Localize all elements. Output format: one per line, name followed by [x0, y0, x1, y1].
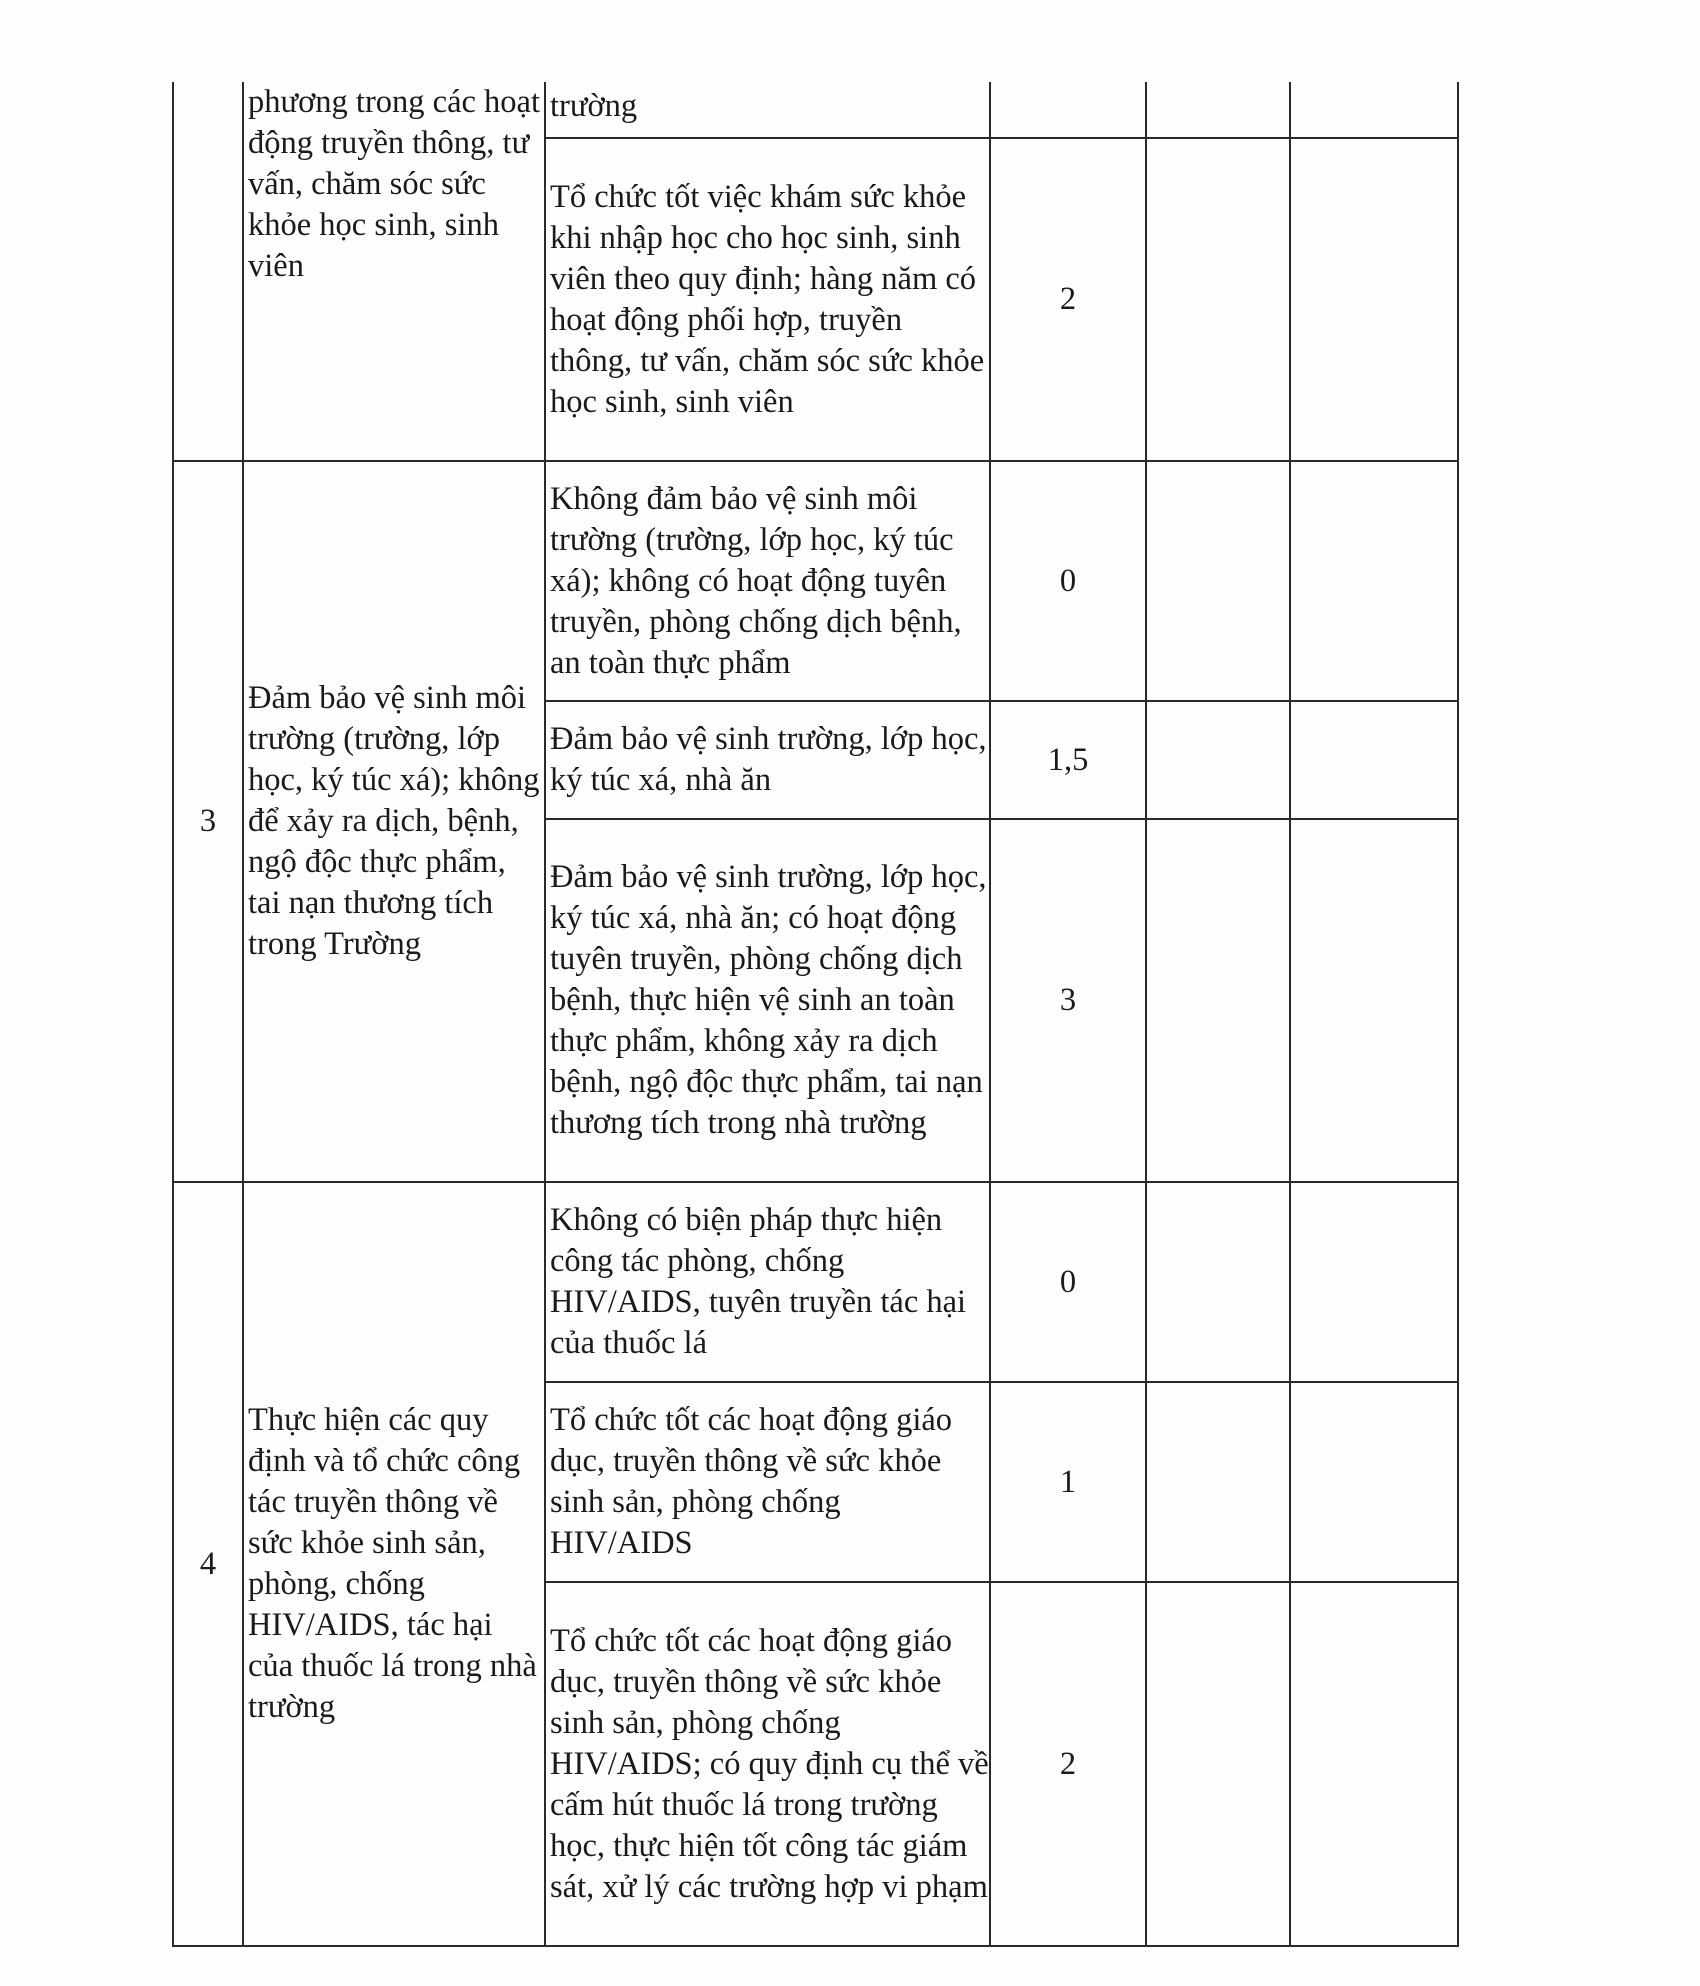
level-description-cell: Tổ chức tốt các hoạt động giáo dục, truyền thông về sức khỏe sinh sản, phòng chống HIV/AIDS; có quy định cụ thể về cấm hút thuốc lá trong trường học, thực hiện tốt công tác giám sát, xử lý các trường hợp vi phạm [545, 1582, 990, 1946]
level-description-cell: Đảm bảo vệ sinh trường, lớp học, ký túc xá, nhà ăn; có hoạt động tuyên truyền, phòng chống dịch bệnh, thực hiện vệ sinh an toàn thực phẩm, không xảy ra dịch bệnh, ngộ độc thực phẩm, tai nạn thương tích trong nhà trường [545, 819, 990, 1182]
council-assessment-cell [1290, 461, 1458, 701]
self-assessment-cell [1146, 819, 1290, 1182]
score-cell: 0 [990, 461, 1146, 701]
stt-cell: 3 [173, 461, 243, 1182]
council-assessment-cell [1290, 819, 1458, 1182]
level-description-cell: Tổ chức tốt các hoạt động giáo dục, truyền thông về sức khỏe sinh sản, phòng chống HIV/AIDS [545, 1382, 990, 1582]
score-cell [990, 82, 1146, 138]
self-assessment-cell [1146, 1582, 1290, 1946]
table-row [173, 82, 1458, 138]
score-cell: 3 [990, 819, 1146, 1182]
self-assessment-cell [1146, 1182, 1290, 1382]
score-cell: 0 [990, 1182, 1146, 1382]
council-assessment-cell [1290, 701, 1458, 819]
criterion-text: Đảm bảo vệ sinh môi trường (trường, lớp học, ký túc xá); không để xảy ra dịch, bệnh, ngộ độc thực phẩm, tai nạn thương tích trong Trường [248, 680, 540, 962]
criterion-cell [243, 461, 545, 1182]
level-description-cell: Không có biện pháp thực hiện công tác phòng, chống HIV/AIDS, tuyên truyền tác hại của thuốc lá [545, 1182, 990, 1382]
self-assessment-cell [1146, 461, 1290, 701]
council-assessment-cell [1290, 138, 1458, 461]
level-description-cell: Đảm bảo vệ sinh trường, lớp học, ký túc xá, nhà ăn [545, 701, 990, 819]
council-assessment-cell [1290, 1382, 1458, 1582]
level-description-cell: Tổ chức tốt việc khám sức khỏe khi nhập học cho học sinh, sinh viên theo quy định; hàng năm có hoạt động phối hợp, truyền thông, tư vấn, chăm sóc sức khỏe học sinh, sinh viên [545, 138, 990, 461]
self-assessment-cell [1146, 701, 1290, 819]
self-assessment-cell [1146, 82, 1290, 138]
self-assessment-cell [1146, 1382, 1290, 1582]
self-assessment-cell [1146, 138, 1290, 461]
table-row [173, 1182, 1458, 1382]
score-cell: 1,5 [990, 701, 1146, 819]
evaluation-table [172, 82, 1459, 1947]
stt-cell: 4 [173, 1182, 243, 1946]
level-description-cell: trường [545, 82, 990, 138]
criterion-cell [243, 1182, 545, 1946]
council-assessment-cell [1290, 82, 1458, 138]
criterion-text: phương trong các hoạt động truyền thông, tư vấn, chăm sóc sức khỏe học sinh, sinh viên [248, 84, 541, 284]
level-description-cell: Không đảm bảo vệ sinh môi trường (trường, lớp học, ký túc xá); không có hoạt động tuyên truyền, phòng chống dịch bệnh, an toàn thực phẩm [545, 461, 990, 701]
criterion-text: Thực hiện các quy định và tổ chức công tác truyền thông về sức khỏe sinh sản, phòng, chống HIV/AIDS, tác hại của thuốc lá trong nhà trường [248, 1402, 537, 1725]
council-assessment-cell [1290, 1582, 1458, 1946]
criterion-cell [243, 82, 545, 461]
score-cell: 1 [990, 1382, 1146, 1582]
table-row [173, 461, 1458, 701]
score-cell: 2 [990, 138, 1146, 461]
score-cell: 2 [990, 1582, 1146, 1946]
council-assessment-cell [1290, 1182, 1458, 1382]
stt-cell [173, 82, 243, 461]
